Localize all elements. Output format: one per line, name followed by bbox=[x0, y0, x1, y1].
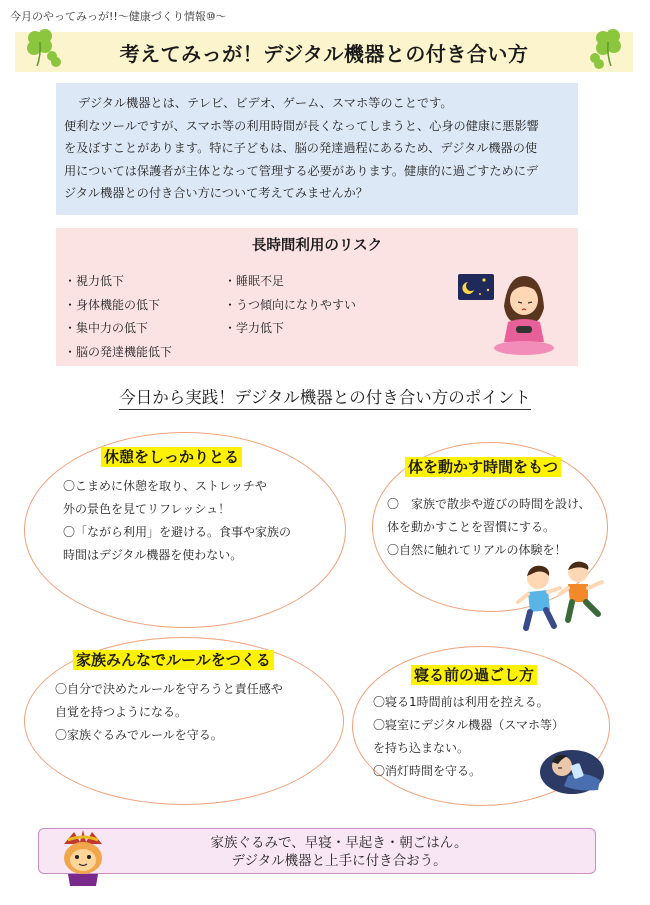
footer-line: デジタル機器と上手に付き合おう。 bbox=[231, 853, 447, 869]
footer-text bbox=[169, 834, 509, 870]
points-heading: 今日から実践！デジタル機器との付き合い方のポイント bbox=[0, 384, 650, 408]
gaming-girl-illustration bbox=[456, 266, 556, 356]
point-title: 寝る前の過ごし方 bbox=[411, 665, 537, 685]
header-note: 今月のやってみっが!!～健康づくり情報⑩～ bbox=[10, 10, 227, 23]
point-body: 〇こまめに休憩を取り、ストレッチや 外の景色を見てリフレッシュ！ 〇「ながら利用」を避ける。食事や家族の 時間はデジタル機器を使わない。 bbox=[63, 479, 292, 562]
intro-line: 用については保護者が主体となって管理する必要があります。健康的に過ごすためにデ bbox=[64, 163, 539, 178]
intro-box bbox=[56, 83, 578, 215]
risk-item: ・うつ傾向になりやすい bbox=[224, 297, 357, 312]
risk-list-1 bbox=[64, 270, 172, 364]
point-title: 休憩をしっかりとる bbox=[101, 447, 242, 467]
intro-line: を及ぼすことがあります。特に子どもは、脳の発達過程にあるため、デジタル機器の使 bbox=[64, 141, 538, 155]
risk-list-2 bbox=[224, 270, 356, 341]
point-body: 〇自分で決めたルールを守ろうと責任感や 自覚を持つようになる。 〇家族ぐるみでルールを守る。 bbox=[55, 682, 283, 742]
risk-item: ・身体機能の低下 bbox=[64, 297, 161, 312]
mascot-illustration bbox=[58, 830, 108, 888]
footer-line: 家族ぐるみで、早寝・早起き・朝ごはん。 bbox=[210, 835, 468, 851]
point-card-rest bbox=[24, 432, 346, 628]
point-body: 〇 家族で散歩や遊びの時間を設け、 体を動かすことを習慣にする。 〇自然に触れてリアルの体験を！ bbox=[387, 497, 591, 557]
running-kids-illustration bbox=[516, 558, 608, 634]
point-title: 体を動かす時間をもつ bbox=[405, 457, 561, 477]
page-title: 考えてみっが！デジタル機器との付き合い方 bbox=[119, 41, 529, 66]
risk-item: ・集中力の低下 bbox=[64, 321, 149, 335]
risk-item: ・脳の発達機能低下 bbox=[64, 344, 173, 359]
risk-title: 長時間利用のリスク bbox=[251, 238, 383, 254]
sleeping-child-illustration bbox=[538, 742, 604, 796]
risk-item: ・視力低下 bbox=[64, 274, 125, 288]
intro-line: ジタル機器との付き合い方について考えてみませんか？ bbox=[64, 186, 368, 200]
risk-box bbox=[56, 228, 578, 366]
risk-item: ・睡眠不足 bbox=[224, 274, 285, 288]
point-title: 家族みんなでルールをつくる bbox=[73, 650, 274, 670]
intro-line: 便利なツールですが、スマホ等の利用時間が長くなってしまうと、心身の健康に悪影響 bbox=[64, 118, 539, 133]
clover-icon bbox=[21, 26, 61, 70]
clover-icon bbox=[587, 26, 627, 70]
risk-item: ・学力低下 bbox=[224, 321, 285, 335]
footer-box bbox=[38, 828, 596, 874]
title-banner bbox=[15, 32, 633, 72]
intro-line: デジタル機器とは、テレビ、ビデオ、ゲーム、スマホ等のことです。 bbox=[78, 96, 453, 110]
point-card-rules bbox=[24, 637, 344, 805]
point-body: 〇寝る1時間前は利用を控える。 〇寝室にデジタル機器（スマホ等） を持ち込まない。 〇消灯時間を守る。 bbox=[373, 695, 565, 778]
